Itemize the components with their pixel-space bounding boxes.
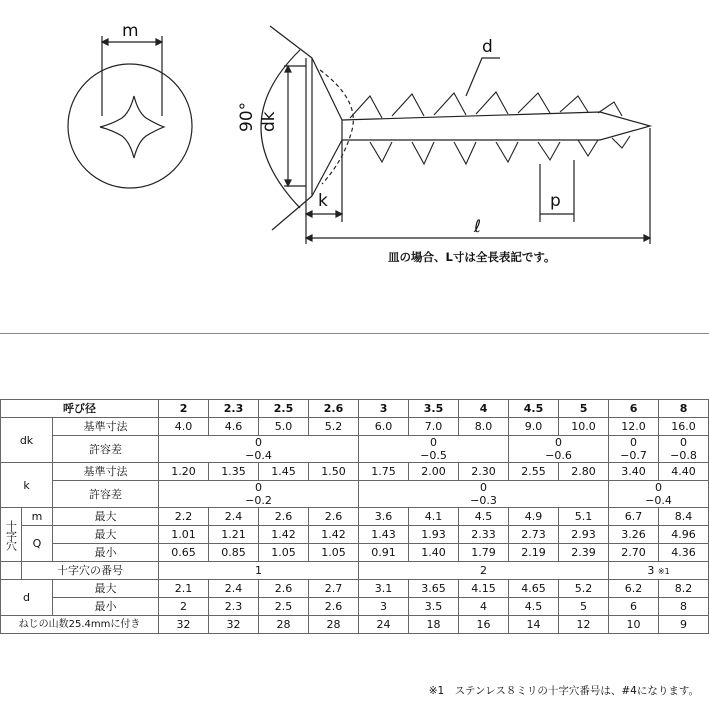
dk-basic-cell: 5.2 [309,418,359,436]
tol-lower: −0.7 [620,449,647,462]
tol-upper: 0 [555,436,563,449]
d-min-cell: 3 [359,598,409,616]
q-max-cell: 1.42 [259,526,309,544]
footnote: ※1 ステンレス８ミリの十字穴番号は、#4になります。 [428,685,699,697]
dk-basic-row [1,418,709,436]
recess-number-cell: 1 [159,562,359,580]
label-angle: 90° [237,101,257,132]
threads-cell: 14 [509,616,559,634]
d-min-cell: 8 [659,598,709,616]
k-tol-cell [359,481,609,508]
d-min-cell: 6 [609,598,659,616]
size-header-label: 呼び径 [1,400,159,418]
q-min-cell: 0.65 [159,544,209,562]
dk-basic-label: 基準寸法 [53,418,159,436]
q-max-cell: 2.93 [559,526,609,544]
spec-table [0,399,709,634]
d-min-cell: 2.5 [259,598,309,616]
dk-basic-cell: 8.0 [459,418,509,436]
q-max-row [1,526,709,544]
tol-lower: −0.8 [670,449,697,462]
size-header-row [1,400,709,418]
d-max-cell: 2.4 [209,580,259,598]
q-max-cell: 1.01 [159,526,209,544]
threads-cell: 18 [409,616,459,634]
dk-label: dk [1,418,53,463]
max-label: 最大 [53,508,159,526]
m-max-cell: 5.1 [559,508,609,526]
d-min-row [1,598,709,616]
d-max-cell: 8.2 [659,580,709,598]
recess-number-cell-3 [609,562,709,580]
dk-basic-cell: 16.0 [659,418,709,436]
tol-lower: −0.4 [645,494,672,507]
q-max-cell: 1.42 [309,526,359,544]
threads-label: ねじの山数25.4mmに付き [1,616,159,634]
tol-upper: 0 [680,436,688,449]
d-max-cell: 2.6 [259,580,309,598]
d-max-cell: 5.2 [559,580,609,598]
threads-cell: 10 [609,616,659,634]
q-min-cell: 1.05 [309,544,359,562]
head-top-view [68,64,192,188]
k-basic-cell: 4.40 [659,463,709,481]
d-min-cell: 5 [559,598,609,616]
max-label: 最大 [53,580,159,598]
dk-tol-cell [509,436,609,463]
q-min-cell: 0.85 [209,544,259,562]
d-max-cell: 3.65 [409,580,459,598]
q-min-cell: 2.70 [609,544,659,562]
q-max-cell: 2.33 [459,526,509,544]
size-cell: 3.5 [409,400,459,418]
dk-tol-cell [609,436,659,463]
recess-number-note: ※1 [657,566,670,576]
k-basic-cell: 1.20 [159,463,209,481]
q-max-cell: 1.21 [209,526,259,544]
size-cell: 2.5 [259,400,309,418]
q-label: Q [22,526,53,562]
m-max-cell: 8.4 [659,508,709,526]
q-min-row [1,544,709,562]
d-max-cell: 6.2 [609,580,659,598]
tol-upper: 0 [655,481,663,494]
divider [0,333,709,334]
k-basic-row [1,463,709,481]
recess-number-value: 3 [647,563,655,577]
dk-basic-cell: 12.0 [609,418,659,436]
m-max-cell: 4.1 [409,508,459,526]
tol-lower: −0.4 [245,449,272,462]
dk-basic-cell: 4.0 [159,418,209,436]
screw-drawing [0,0,709,330]
k-basic-cell: 1.75 [359,463,409,481]
dk-tol-cell [659,436,709,463]
k-basic-cell: 2.80 [559,463,609,481]
m-max-cell: 2.2 [159,508,209,526]
label-p: p [550,191,561,211]
size-cell: 2.3 [209,400,259,418]
size-cell: 3 [359,400,409,418]
d-min-cell: 4 [459,598,509,616]
threads-cell: 32 [209,616,259,634]
recess-number-row [1,562,709,580]
tol-lower: −0.5 [420,449,447,462]
m-max-cell: 2.6 [309,508,359,526]
threads-cell: 16 [459,616,509,634]
k-tol-cell [609,481,709,508]
tol-lower: −0.3 [470,494,497,507]
q-min-cell: 1.40 [409,544,459,562]
k-basic-label: 基準寸法 [53,463,159,481]
m-label: m [22,508,53,526]
size-cell: 2.6 [309,400,359,418]
size-cell: 4.5 [509,400,559,418]
label-d: d [482,37,493,57]
label-dk: dk [259,111,279,132]
tol-upper: 0 [255,436,263,449]
q-max-cell: 4.96 [659,526,709,544]
q-max-cell: 3.26 [609,526,659,544]
dk-basic-cell: 6.0 [359,418,409,436]
k-basic-cell: 1.35 [209,463,259,481]
q-min-cell: 2.39 [559,544,609,562]
q-min-cell: 4.36 [659,544,709,562]
tol-lower: −0.2 [245,494,272,507]
dk-basic-cell: 5.0 [259,418,309,436]
threads-row [1,616,709,634]
k-tol-cell [159,481,359,508]
k-basic-cell: 1.50 [309,463,359,481]
d-min-cell: 2 [159,598,209,616]
k-tol-row [1,481,709,508]
k-tol-label: 許容差 [53,481,159,508]
q-max-cell: 1.43 [359,526,409,544]
k-basic-cell: 3.40 [609,463,659,481]
d-max-row [1,580,709,598]
d-max-cell: 4.15 [459,580,509,598]
recess-number-label: 十字穴の番号 [22,562,159,580]
k-label: k [1,463,53,508]
threads-cell: 12 [559,616,609,634]
size-cell: 6 [609,400,659,418]
d-max-cell: 4.65 [509,580,559,598]
threads-cell: 28 [309,616,359,634]
size-cell: 2 [159,400,209,418]
q-min-cell: 1.79 [459,544,509,562]
m-max-cell: 4.5 [459,508,509,526]
q-min-cell: 0.91 [359,544,409,562]
q-min-cell: 2.19 [509,544,559,562]
threads-cell: 24 [359,616,409,634]
threads-cell: 9 [659,616,709,634]
recess-label: 十字穴 [1,508,22,562]
k-basic-cell: 2.30 [459,463,509,481]
dk-basic-cell: 10.0 [559,418,609,436]
dk-tol-label: 許容差 [53,436,159,463]
m-max-cell: 2.4 [209,508,259,526]
label-m: m [122,21,139,41]
tol-upper: 0 [430,436,438,449]
recess-number-cell: 2 [359,562,609,580]
k-basic-cell: 2.00 [409,463,459,481]
tol-upper: 0 [255,481,263,494]
k-basic-cell: 1.45 [259,463,309,481]
dk-tol-cell [159,436,359,463]
dk-basic-cell: 7.0 [409,418,459,436]
d-min-cell: 2.6 [309,598,359,616]
dk-tol-cell [359,436,509,463]
d-max-cell: 3.1 [359,580,409,598]
m-max-cell: 3.6 [359,508,409,526]
tol-lower: −0.6 [545,449,572,462]
d-min-cell: 3.5 [409,598,459,616]
q-max-cell: 2.73 [509,526,559,544]
min-label: 最小 [53,598,159,616]
phillips-recess-icon [100,96,164,158]
q-max-cell: 1.93 [409,526,459,544]
d-min-cell: 2.3 [209,598,259,616]
m-max-cell: 6.7 [609,508,659,526]
tol-upper: 0 [480,481,488,494]
threads-cell: 32 [159,616,209,634]
d-label: d [1,580,53,616]
label-k: k [318,191,328,211]
tol-upper: 0 [630,436,638,449]
dk-basic-cell: 9.0 [509,418,559,436]
max-label: 最大 [53,526,159,544]
length-note: 皿の場合、L寸は全長表記です。 [388,250,556,264]
dk-tol-row [1,436,709,463]
d-max-cell: 2.1 [159,580,209,598]
min-label: 最小 [53,544,159,562]
m-max-cell: 2.6 [259,508,309,526]
size-cell: 8 [659,400,709,418]
recess-number-spacer [1,562,22,580]
label-l: ℓ [474,217,482,237]
m-max-row [1,508,709,526]
m-max-cell: 4.9 [509,508,559,526]
q-min-cell: 1.05 [259,544,309,562]
size-cell: 5 [559,400,609,418]
dk-basic-cell: 4.6 [209,418,259,436]
d-min-cell: 4.5 [509,598,559,616]
threads-cell: 28 [259,616,309,634]
d-max-cell: 2.7 [309,580,359,598]
size-cell: 4 [459,400,509,418]
k-basic-cell: 2.55 [509,463,559,481]
